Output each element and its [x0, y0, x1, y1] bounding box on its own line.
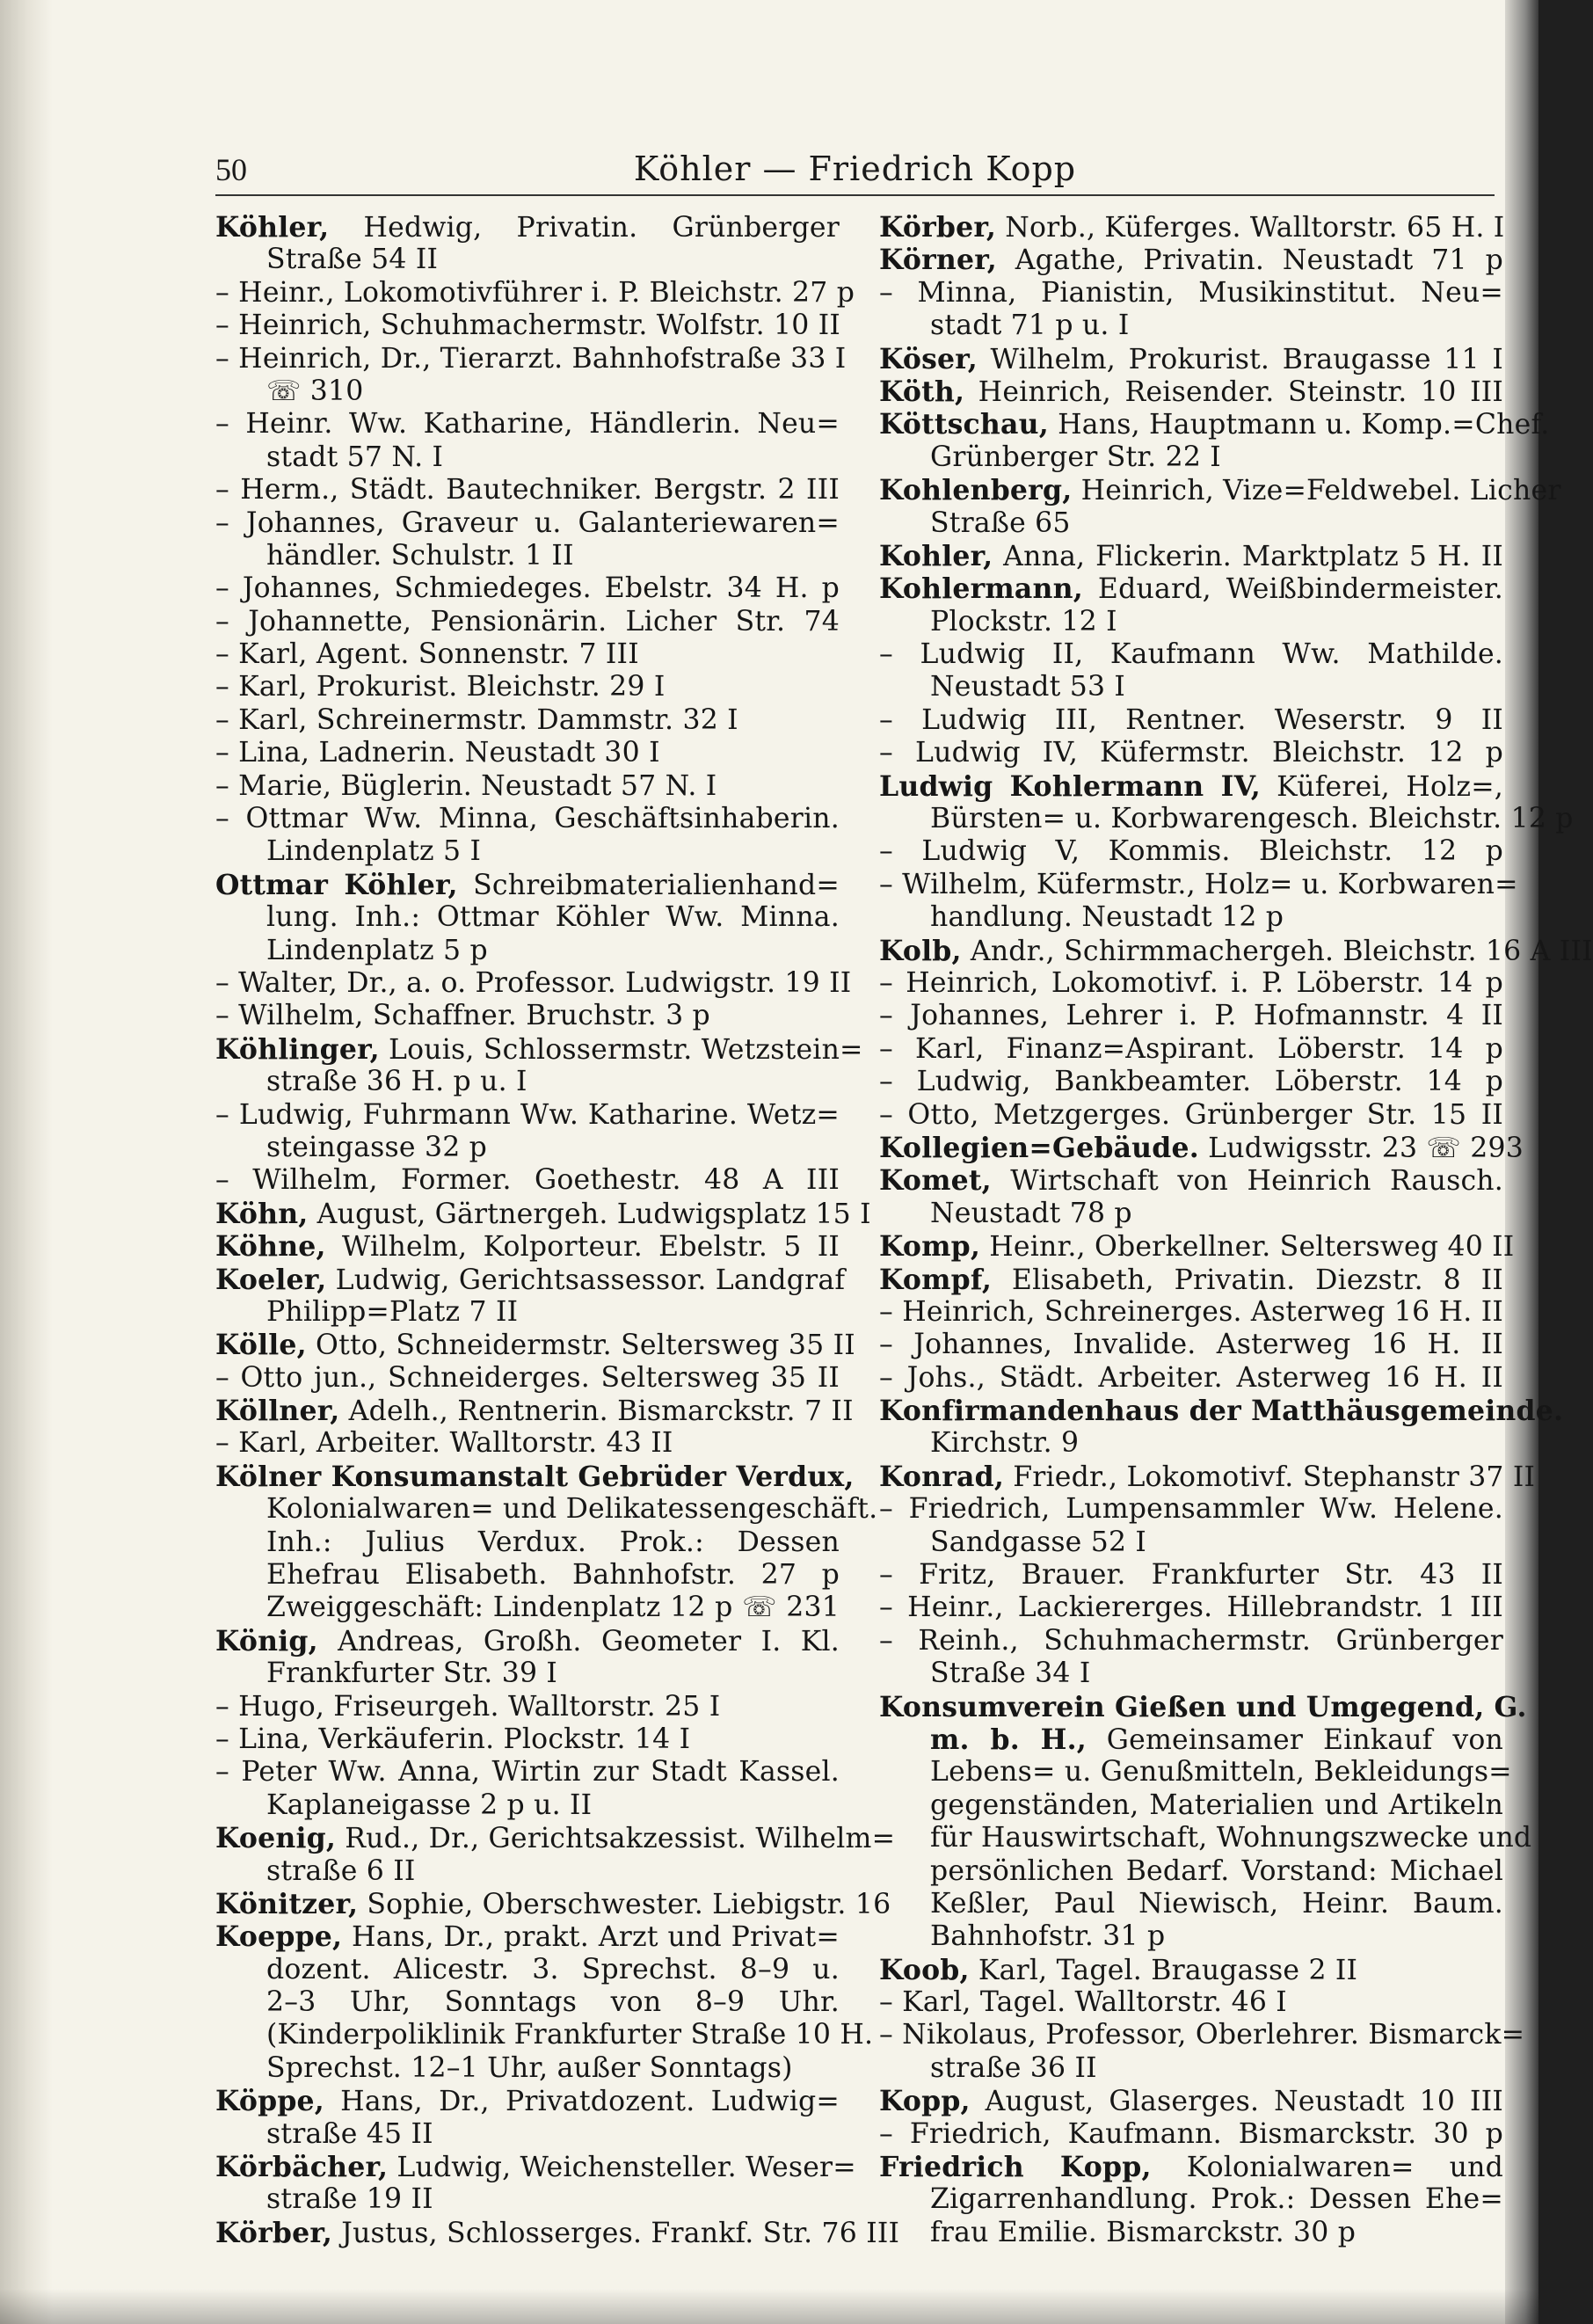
directory-entry — [879, 770, 1503, 803]
entry-text: Sandgasse 52 I — [930, 1526, 1147, 1558]
directory-entry — [879, 2151, 1503, 2183]
directory-entry — [879, 1131, 1524, 1164]
entry-name: Konrad, — [879, 1460, 1004, 1493]
directory-line — [879, 507, 1503, 540]
directory-entry — [215, 1329, 855, 1362]
entry-text: Straße 34 I — [930, 1657, 1091, 1690]
directory-line — [215, 1099, 840, 1132]
directory-line — [879, 1822, 1532, 1854]
directory-line — [879, 2183, 1503, 2216]
entry-text: Lina, Verkäuferin. Plockstr. 14 I — [238, 1723, 691, 1755]
entry-text: Ludwig, Bankbeamter. Löberstr. 14 p — [916, 1066, 1504, 1098]
left-column — [215, 211, 900, 2249]
entry-name: Köppe, — [215, 2085, 324, 2118]
directory-line — [215, 606, 840, 638]
entry-text: Agathe, Privatin. Neustadt 71 p — [996, 244, 1503, 277]
directory-entry — [879, 934, 1593, 967]
directory-line — [215, 1559, 840, 1592]
entry-name: Komet, — [879, 1164, 992, 1198]
entry-text: Ludwig II, Kaufmann Ww. Mathilde. — [920, 638, 1503, 671]
directory-line — [879, 638, 1503, 671]
directory-line — [215, 835, 840, 868]
directory-line — [879, 1789, 1503, 1822]
directory-entry — [215, 1822, 896, 1855]
entry-text: Hans, Dr., prakt. Arzt und Privat= — [342, 1921, 840, 1954]
directory-line — [879, 1066, 1503, 1098]
directory-line — [215, 770, 840, 803]
entry-name: Köttschau, — [879, 408, 1049, 441]
directory-line — [879, 1625, 1503, 1657]
directory-line — [215, 803, 840, 835]
directory-line — [879, 606, 1503, 638]
directory-entry — [879, 1954, 1503, 1986]
entry-name: Köllner, — [215, 1395, 340, 1428]
directory-line — [879, 1427, 1503, 1460]
entry-text: Eduard, Weißbindermeister. — [1082, 573, 1503, 606]
entry-text: Justus, Schlosserges. Frankf. Str. 76 III — [332, 2217, 900, 2249]
entry-name: Koeppe, — [215, 1920, 343, 1954]
entry-text: Straße 65 — [930, 506, 1071, 539]
entry-text: Ehefrau Elisabeth. Bahnhofstr. 27 p — [266, 1559, 840, 1592]
entry-text: Marie, Büglerin. Neustadt 57 N. I — [238, 769, 717, 802]
directory-line — [879, 2118, 1503, 2151]
directory-line — [879, 1493, 1503, 1526]
directory-entry — [215, 1395, 854, 1428]
entry-text: Johannes, Invalide. Asterweg 16 H. II — [913, 1329, 1503, 1361]
entry-name: Köhler, — [215, 211, 330, 244]
entry-text: Inh.: Julius Verdux. Prok.: Dessen — [266, 1526, 840, 1558]
entry-text: Wilhelm, Kolporteur. Ebelstr. 5 II — [325, 1231, 840, 1264]
entry-text: ☏ 310 — [266, 375, 364, 407]
entry-text: Neustadt 53 I — [930, 671, 1126, 703]
entry-text: Heinr., Lokomotivführer i. P. Bleichstr. 27 p — [238, 276, 855, 309]
entry-text: Johannes, Schmiedeges. Ebelstr. 34 H. p — [242, 572, 840, 605]
directory-line — [879, 1657, 1503, 1690]
entry-text: August, Gärtnergeh. Ludwigsplatz 15 I — [308, 1198, 871, 1230]
directory-line — [215, 441, 840, 474]
entry-name: Köth, — [879, 375, 965, 408]
entry-text: Lina, Ladnerin. Neustadt 30 I — [238, 737, 660, 769]
entry-text: Sprechst. 12–1 Uhr, außer Sonntags) — [266, 2051, 793, 2084]
entry-text: händler. Schulstr. 1 II — [266, 539, 574, 572]
directory-line — [215, 1954, 840, 1986]
entry-text: Anna, Flickerin. Marktplatz 5 H. II — [993, 540, 1503, 572]
entry-name: Köhn, — [215, 1197, 309, 1230]
directory-line — [215, 2052, 840, 2085]
entry-text: Frankfurter Str. 39 I — [266, 1657, 558, 1690]
entry-text: Johannes, Graveur u. Galanteriewaren= — [245, 506, 840, 539]
directory-line — [879, 1723, 1503, 1756]
entry-text: straße 45 II — [266, 2117, 433, 2150]
directory-line — [879, 310, 1503, 342]
entry-text: Ludwig IV, Küfermstr. Bleichstr. 12 p — [914, 737, 1503, 769]
directory-line — [215, 1296, 840, 1329]
directory-entry — [879, 1690, 1527, 1723]
entry-text: Kaplaneigasse 2 p u. II — [266, 1789, 593, 1821]
directory-line — [215, 408, 840, 441]
directory-entry — [215, 2085, 840, 2117]
directory-line — [879, 671, 1503, 703]
entry-text: Heinr., Lackiererges. Hillebrandstr. 1 III — [907, 1592, 1503, 1624]
entry-text: Louis, Schlossermstr. Wetzstein= — [379, 1033, 863, 1066]
directory-entry — [215, 1460, 855, 1493]
entry-text: Neustadt 78 p — [930, 1197, 1132, 1229]
directory-line — [879, 1756, 1512, 1789]
directory-line — [215, 1132, 840, 1164]
entry-text: Schreibmaterialienhand= — [457, 869, 840, 901]
entry-text: Peter Ww. Anna, Wirtin zur Stadt Kassel. — [241, 1756, 840, 1789]
entry-name: Körber, — [879, 211, 997, 244]
entry-text: Lebens= u. Genußmitteln, Bekleidungs= — [930, 1756, 1512, 1789]
directory-line — [879, 1888, 1503, 1920]
directory-line — [879, 967, 1503, 1000]
entry-name: Kolb, — [879, 934, 962, 967]
directory-line — [215, 1526, 840, 1559]
entry-name: König, — [215, 1624, 318, 1657]
directory-entry — [879, 408, 1550, 441]
entry-text: handlung. Neustadt 12 p — [930, 901, 1284, 934]
entry-text: Hans, Dr., Privatdozent. Ludwig= — [324, 2086, 840, 2118]
entry-text: Ludwig, Fuhrmann Ww. Katharine. Wetz= — [238, 1098, 840, 1131]
entry-text: Wirtschaft von Heinrich Rausch. — [991, 1165, 1503, 1198]
directory-line — [215, 935, 840, 967]
entry-text: Wilhelm, Küfermstr., Holz= u. Korbwaren= — [902, 868, 1518, 900]
directory-line — [215, 901, 840, 934]
directory-line — [215, 1000, 840, 1032]
entry-text: Herm., Städt. Bautechniker. Bergstr. 2 III — [240, 474, 840, 506]
entry-name: Koenig, — [215, 1822, 336, 1855]
directory-entry — [215, 1263, 846, 1296]
directory-line — [215, 1855, 840, 1888]
directory-line — [879, 1362, 1503, 1395]
entry-text: Andr., Schirmmachergeh. Bleichstr. 16 A III — [961, 935, 1593, 967]
entry-name: Köhne, — [215, 1230, 326, 1264]
entry-text: straße 36 II — [930, 2051, 1097, 2084]
entry-text: Keßler, Paul Niewisch, Heinr. Baum. — [930, 1887, 1503, 1920]
directory-line — [879, 704, 1503, 737]
directory-line — [215, 375, 840, 408]
directory-line — [879, 1099, 1503, 1132]
directory-entry — [215, 2151, 856, 2184]
entry-name: Körber, — [215, 2216, 333, 2249]
entry-text: für Hauswirtschaft, Wohnungszwecke und — [930, 1822, 1532, 1854]
entry-text: Zigarrenhandlung. Prok.: Dessen Ehe= — [930, 2183, 1503, 2216]
directory-line — [215, 342, 847, 375]
entry-text: Johs., Städt. Arbeiter. Asterweg 16 H. II — [906, 1361, 1503, 1394]
entry-text: Ludwig, Gerichtsassessor. Landgraf — [326, 1264, 846, 1296]
entry-name: Kohlenberg, — [879, 474, 1073, 507]
entry-text: Fritz, Brauer. Frankfurter Str. 43 II — [919, 1559, 1503, 1592]
entry-name: Kohlermann, — [879, 572, 1083, 606]
directory-line — [879, 1592, 1503, 1624]
entry-text: Heinrich, Dr., Tierarzt. Bahnhofstraße 33 I — [238, 342, 847, 375]
entry-text: Otto jun., Schneiderges. Seltersweg 35 II — [240, 1361, 840, 1394]
entry-text: Zweiggeschäft: Lindenplatz 12 p ☏ 231 — [266, 1592, 840, 1624]
directory-entry — [215, 869, 840, 901]
entry-name: Kohler, — [879, 539, 993, 572]
entry-text: Hugo, Friseurgeh. Walltorstr. 25 I — [238, 1690, 721, 1723]
entry-text: Nikolaus, Professor, Oberlehrer. Bismarck= — [902, 2019, 1525, 2051]
directory-line — [215, 1986, 840, 2019]
directory-line — [215, 1066, 840, 1098]
directory-entry — [879, 540, 1503, 572]
directory-line — [879, 1198, 1503, 1230]
directory-line — [215, 2183, 840, 2216]
directory-line — [879, 1000, 1503, 1032]
directory-line — [215, 310, 840, 342]
entry-text: lung. Inh.: Ottmar Köhler Ww. Minna. — [266, 901, 840, 934]
directory-line — [879, 1329, 1503, 1361]
directory-entry — [215, 1197, 871, 1230]
entry-text: Adelh., Rentnerin. Bismarckstr. 7 II — [339, 1395, 854, 1428]
directory-entry — [879, 375, 1503, 408]
entry-text: Wilhelm, Former. Goethestr. 48 A III — [252, 1164, 840, 1197]
directory-line — [879, 1526, 1503, 1559]
entry-text: Lindenplatz 5 I — [266, 835, 482, 868]
entry-text: Rud., Dr., Gerichtsakzessist. Wilhelm= — [336, 1823, 896, 1855]
directory-entry — [879, 1460, 1536, 1493]
directory-entry — [215, 1920, 840, 1953]
entry-name: Köhlinger, — [215, 1032, 380, 1066]
directory-line — [879, 803, 1574, 835]
directory-line — [879, 277, 1503, 310]
entry-text: Küferei, Holz=, — [1260, 770, 1503, 803]
directory-entry — [879, 1164, 1503, 1197]
directory-line — [879, 441, 1503, 474]
directory-entry — [879, 2085, 1503, 2117]
directory-entry — [215, 1625, 840, 1657]
entry-name: Kollegien=Gebäude. — [879, 1131, 1199, 1164]
directory-entry — [215, 2216, 900, 2249]
directory-line — [215, 507, 840, 540]
directory-line — [215, 1789, 840, 1822]
directory-entry — [879, 244, 1503, 276]
page-number: 50 — [215, 152, 247, 187]
entry-text: Hans, Hauptmann u. Komp.=Chef. — [1048, 409, 1550, 441]
directory-line — [215, 737, 840, 769]
entry-text: Otto, Metzgerges. Grünberger Str. 15 II — [907, 1098, 1503, 1131]
directory-line — [215, 1592, 840, 1624]
entry-name: Konsumverein Gießen und Umgegend, G. — [879, 1690, 1527, 1723]
entry-text: Bahnhofstr. 31 p — [930, 1920, 1166, 1953]
directory-line — [879, 835, 1503, 868]
directory-line — [215, 1427, 840, 1460]
entry-name: Ludwig Kohlermann IV, — [879, 769, 1261, 803]
entry-name: Koeler, — [215, 1263, 327, 1296]
entry-text: 2–3 Uhr, Sonntags von 8–9 Uhr. — [266, 1986, 840, 2019]
entry-text: Friedr., Lokomotivf. Stephanstr 37 II — [1004, 1461, 1536, 1493]
directory-line — [879, 2052, 1503, 2085]
directory-line — [215, 1657, 840, 1690]
directory-line — [215, 2118, 840, 2151]
entry-name: Kompf, — [879, 1263, 993, 1296]
entry-text: (Kinderpoliklinik Frankfurter Straße 10 H. — [266, 2019, 874, 2051]
entry-text: Friedrich, Kaufmann. Bismarckstr. 30 p — [909, 2117, 1503, 2150]
directory-entry — [879, 1395, 1564, 1428]
entry-name: Kopp, — [879, 2085, 971, 2118]
entry-text: Ottmar Ww. Minna, Geschäftsinhaberin. — [245, 803, 840, 835]
entry-text: Heinr. Ww. Katharine, Händlerin. Neu= — [245, 408, 840, 441]
directory-entry — [879, 211, 1503, 244]
entry-name: Konfirmandenhaus der Matthäusgemeinde. — [879, 1395, 1564, 1428]
directory-line — [215, 474, 840, 506]
entry-name: Friedrich Kopp, — [879, 2151, 1152, 2184]
entry-text: Heinrich, Reisender. Steinstr. 10 III — [964, 375, 1503, 408]
entry-text: Ludwig V, Kommis. Bleichstr. 12 p — [921, 835, 1503, 868]
entry-text: steingasse 32 p — [266, 1131, 488, 1163]
entry-text: Karl, Prokurist. Bleichstr. 29 I — [238, 671, 666, 703]
entry-name: Körbächer, — [215, 2151, 389, 2184]
directory-entry — [215, 1887, 891, 1920]
directory-line — [215, 671, 840, 703]
entry-text: Kolonialwaren= und Delikatessengeschäft. — [266, 1493, 878, 1526]
entry-text: gegenständen, Materialien und Artikeln — [930, 1789, 1503, 1821]
entry-text: Friedrich, Lumpensammler Ww. Helene. — [908, 1493, 1503, 1526]
entry-text: straße 36 H. p u. I — [266, 1066, 527, 1098]
entry-text: Straße 54 II — [266, 244, 439, 276]
entry-text: straße 6 II — [266, 1854, 416, 1887]
directory-line — [215, 1691, 840, 1723]
directory-line — [215, 572, 840, 605]
directory-line — [215, 1164, 840, 1197]
entry-text: Otto, Schneidermstr. Seltersweg 35 II — [306, 1330, 855, 1362]
right-column — [879, 211, 1593, 2249]
entry-text: dozent. Alicestr. 3. Sprechst. 8–9 u. — [266, 1953, 840, 1985]
directory-line — [215, 704, 840, 737]
entry-text: stadt 71 p u. I — [930, 310, 1130, 342]
entry-text: Karl, Tagel. Braugasse 2 II — [969, 1954, 1358, 1986]
directory-line — [879, 2019, 1525, 2051]
directory-entry — [879, 1264, 1503, 1296]
directory-line — [879, 2217, 1503, 2249]
directory-line — [879, 1986, 1503, 2019]
entry-text: Karl, Finanz=Aspirant. Löberstr. 14 p — [915, 1032, 1504, 1065]
entry-text: Grünberger Str. 22 I — [930, 441, 1221, 473]
directory-entry — [215, 1032, 863, 1066]
entry-text: August, Glaserges. Neustadt 10 III — [970, 2086, 1503, 2118]
directory-line — [879, 1033, 1503, 1066]
directory-line — [879, 1559, 1503, 1592]
directory-line — [879, 737, 1503, 769]
directory-line — [215, 966, 852, 1000]
running-head: Köhler — Friedrich Kopp — [633, 149, 1077, 188]
entry-text: Elisabeth, Privatin. Diezstr. 8 II — [992, 1264, 1503, 1296]
directory-line — [215, 540, 840, 572]
entry-text: Kolonialwaren= und — [1151, 2152, 1503, 2184]
directory-line — [215, 638, 840, 671]
entry-text: Wilhelm, Schaffner. Bruchstr. 3 p — [238, 1000, 710, 1032]
entry-name: Kölner Konsumanstalt Gebrüder Verdux, — [215, 1460, 855, 1493]
entry-text: frau Emilie. Bismarckstr. 30 p — [930, 2216, 1357, 2248]
entry-text: Hedwig, Privatin. Grünberger — [329, 212, 840, 244]
entry-text: Philipp=Platz 7 II — [266, 1295, 519, 1328]
entry-text: Norb., Küferges. Walltorstr. 65 H. I — [996, 212, 1505, 244]
entry-text: Bürsten= u. Korbwarengesch. Bleichstr. 12 p — [930, 803, 1574, 835]
entry-text: Heinrich, Schuhmachermstr. Wolfstr. 10 II — [238, 310, 840, 342]
entry-name: Kölle, — [215, 1329, 307, 1362]
entry-text: Walter, Dr., a. o. Professor. Ludwigstr. 19 II — [238, 966, 852, 999]
directory-line — [879, 1855, 1503, 1888]
directory-line — [879, 868, 1518, 901]
entry-text: Plockstr. 12 I — [930, 605, 1117, 637]
entry-name: Köser, — [879, 342, 978, 375]
entry-text: straße 19 II — [266, 2183, 433, 2216]
entry-text: Ludwig, Weichensteller. Weser= — [388, 2152, 856, 2184]
directory-line — [215, 1362, 840, 1395]
entry-text: Ludwigsstr. 23 ☏ 293 — [1198, 1132, 1524, 1164]
directory-line — [879, 1296, 1503, 1329]
entry-text: Karl, Schreinermstr. Dammstr. 32 I — [238, 703, 738, 736]
entry-text: Sophie, Oberschwester. Liebigstr. 16 — [358, 1888, 891, 1920]
entry-name: Koob, — [879, 1953, 970, 1986]
entry-text: Heinrich, Lokomotivf. i. P. Löberstr. 14 p — [906, 966, 1503, 999]
entry-text: Karl, Agent. Sonnenstr. 7 III — [238, 638, 639, 671]
directory-entry — [879, 572, 1503, 605]
directory-line — [215, 1493, 878, 1526]
book-binding-shadow — [0, 0, 53, 2324]
entry-text: Ludwig III, Rentner. Weserstr. 9 II — [921, 703, 1504, 736]
directory-line — [879, 1920, 1503, 1953]
entry-text: Wilhelm, Prokurist. Braugasse 11 I — [977, 343, 1503, 375]
entry-text: Heinrich, Vize=Feldwebel. Licher — [1072, 475, 1561, 507]
entry-text: Johannes, Lehrer i. P. Hofmannstr. 4 II — [910, 1000, 1503, 1032]
entry-text: Andreas, Großh. Geometer I. Kl. — [317, 1625, 840, 1657]
directory-line — [215, 244, 840, 276]
directory-entry — [215, 1230, 840, 1263]
page-header — [215, 146, 1495, 199]
entry-name: m. b. H., — [930, 1723, 1087, 1756]
entry-text: Karl, Arbeiter. Walltorstr. 43 II — [238, 1427, 673, 1460]
entry-text: stadt 57 N. I — [266, 441, 444, 473]
directory-line — [215, 2019, 874, 2051]
entry-text: Johannette, Pensionärin. Licher Str. 74 — [248, 605, 840, 637]
header-rule — [215, 194, 1495, 196]
directory-entry — [215, 211, 840, 244]
entry-text: Reinh., Schuhmachermstr. Grünberger — [918, 1624, 1503, 1657]
entry-text: Kirchstr. 9 — [930, 1427, 1080, 1460]
entry-text: persönlichen Bedarf. Vorstand: Michael — [930, 1854, 1503, 1887]
entry-text: Lindenplatz 5 p — [266, 934, 488, 966]
entry-text: Gemeinsamer Einkauf von — [1086, 1723, 1504, 1756]
entry-name: Körner, — [879, 244, 997, 277]
entry-text: Minna, Pianistin, Musikinstitut. Neu= — [917, 276, 1503, 309]
entry-name: Könitzer, — [215, 1887, 359, 1920]
entry-text: Karl, Tagel. Walltorstr. 46 I — [902, 1986, 1287, 2019]
directory-entry — [879, 1230, 1515, 1264]
directory-entry — [879, 343, 1503, 375]
directory-line — [879, 901, 1503, 934]
entry-name: Komp, — [879, 1230, 981, 1264]
directory-line — [215, 1756, 840, 1789]
directory-line — [215, 1723, 840, 1756]
entry-text: Heinrich, Schreinerges. Asterweg 16 H. II — [902, 1295, 1503, 1328]
directory-entry — [879, 474, 1561, 507]
entry-text: Heinr., Oberkellner. Seltersweg 40 II — [980, 1231, 1515, 1264]
directory-line — [215, 276, 855, 310]
page-bottom-shadow — [0, 2289, 1538, 2324]
entry-name: Ottmar Köhler, — [215, 868, 458, 901]
